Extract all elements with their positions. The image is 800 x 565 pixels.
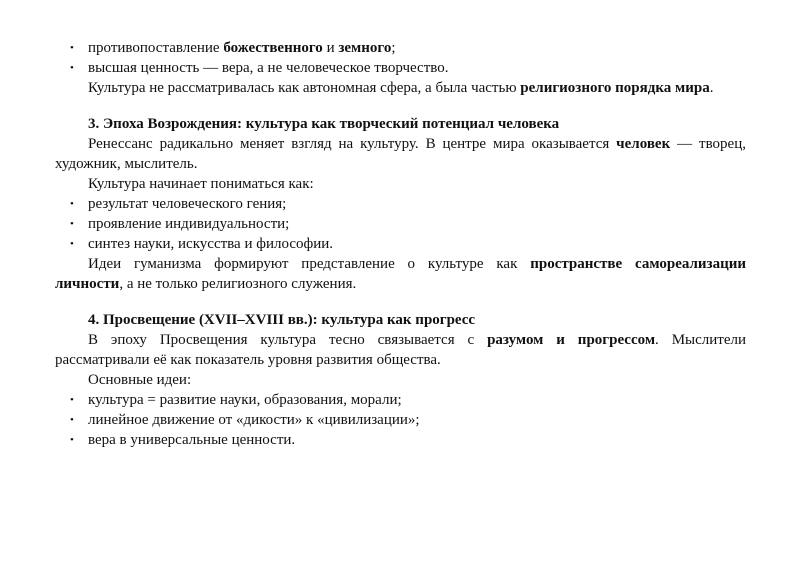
paragraph-text: Ренессанс радикально меняет взгляд на культуру. В центре мира оказывается xyxy=(88,136,617,152)
paragraph-text: Идеи гуманизма формируют представление о культуре как xyxy=(88,256,531,272)
paragraph-text: — творец, xyxy=(670,136,746,152)
bold-term: личности xyxy=(55,276,120,292)
bullet-icon: • xyxy=(70,42,74,54)
list-item xyxy=(55,58,746,78)
paragraph-line: художник, мыслитель. xyxy=(55,156,198,172)
paragraph-text: . xyxy=(709,80,714,96)
paragraph-line xyxy=(55,274,746,294)
list-item-text: результат человеческого гения; xyxy=(88,196,287,212)
list-item-text: проявление индивидуальности; xyxy=(88,216,290,232)
paragraph-text: В эпоху Просвещения культура тесно связывается с xyxy=(88,332,488,348)
bullet-icon: • xyxy=(70,198,74,210)
bullet-icon: • xyxy=(70,218,74,230)
paragraph-text: Культура не рассматривалась как автономная сфера, а была частью xyxy=(88,80,521,96)
bold-term: божественного xyxy=(223,40,323,56)
paragraph-line: рассматривали её как показатель уровня развития общества. xyxy=(55,352,441,368)
bullet-icon: • xyxy=(70,238,74,250)
paragraph-line xyxy=(55,254,746,274)
list-item xyxy=(55,430,746,450)
list-item-text: противопоставление xyxy=(88,40,224,56)
section-heading: 4. Просвещение (XVII–XVIII вв.): культура как прогресс xyxy=(88,312,476,328)
list-item-text: ; xyxy=(391,40,396,56)
bold-term: религиозного порядка мира xyxy=(520,80,710,96)
document-page xyxy=(55,38,746,450)
bullet-icon: • xyxy=(70,414,74,426)
list-item xyxy=(55,390,746,410)
list-item-text: высшая ценность — вера, а не человеческое творчество. xyxy=(88,60,449,76)
bullet-icon: • xyxy=(70,434,74,446)
list-item xyxy=(55,234,746,254)
bullet-icon: • xyxy=(70,62,74,74)
paragraph-line xyxy=(55,330,746,350)
paragraph: Культура начинает пониматься как: xyxy=(88,176,314,192)
paragraph-text: , а не только религиозного служения. xyxy=(119,276,357,292)
paragraph: Основные идеи: xyxy=(88,372,192,388)
bold-term: земного xyxy=(338,40,392,56)
list-item-text: и xyxy=(322,40,339,56)
bold-term: пространстве самореализации xyxy=(530,256,747,272)
bold-term: человек xyxy=(616,136,671,152)
section-heading: 3. Эпоха Возрождения: культура как творческий потенциал человека xyxy=(88,116,560,132)
bold-term: разумом и прогрессом xyxy=(487,332,656,348)
paragraph-text: . Мыслители xyxy=(655,332,747,348)
list-item-text: линейное движение от «дикости» к «цивилизации»; xyxy=(88,412,420,428)
paragraph-line xyxy=(55,134,746,154)
bullet-icon: • xyxy=(70,394,74,406)
list-item xyxy=(55,410,746,430)
list-item-text: синтез науки, искусства и философии. xyxy=(88,236,334,252)
list-item xyxy=(55,38,746,58)
list-item xyxy=(55,214,746,234)
list-item-text: вера в универсальные ценности. xyxy=(88,432,296,448)
list-item xyxy=(55,194,746,214)
paragraph xyxy=(55,78,746,98)
list-item-text: культура = развитие науки, образования, морали; xyxy=(88,392,402,408)
